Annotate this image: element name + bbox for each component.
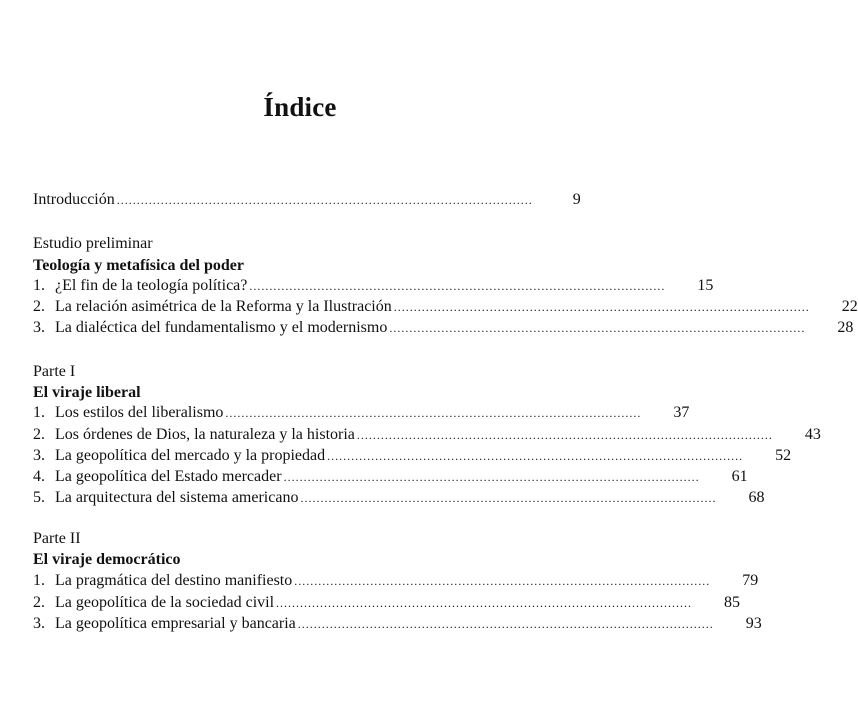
toc-entry-number: 1. — [33, 404, 45, 421]
toc-entry-label: La arquitectura del sistema americano — [55, 489, 299, 506]
toc-entry[interactable] — [33, 424, 821, 446]
toc-entry-label: Introducción — [33, 191, 115, 208]
toc-entry-label: La geopolítica de la sociedad civil — [55, 594, 275, 611]
toc-entry[interactable] — [33, 613, 762, 635]
dot-leader: ........................................................................................................ — [297, 617, 714, 631]
toc-page-number: 22 — [841, 298, 858, 315]
toc-entry-number: 3. — [33, 447, 45, 464]
dot-leader: ........................................................................................................ — [225, 406, 642, 420]
toc-entry[interactable] — [33, 570, 759, 592]
dot-leader: ........................................................................................................ — [294, 574, 711, 588]
toc-page-number: 79 — [742, 572, 759, 589]
toc-entry-label: Los estilos del liberalismo — [55, 404, 224, 421]
toc-entry-number: 1. — [33, 277, 45, 294]
dot-leader: ........................................................................................................ — [393, 300, 810, 314]
toc-entry-number: 3. — [33, 319, 45, 336]
toc-entry[interactable] — [33, 445, 792, 467]
toc-page-number: 43 — [804, 426, 821, 443]
dot-leader: ........................................................................................................ — [116, 193, 533, 207]
toc-entry[interactable] — [33, 487, 765, 509]
toc-entry-label: La relación asimétrica de la Reforma y la Ilustración — [55, 298, 392, 315]
section-part-label: Estudio preliminar — [33, 235, 153, 252]
toc-entry-number: 5. — [33, 489, 45, 506]
toc-entry[interactable] — [33, 402, 690, 424]
toc-entry[interactable] — [33, 317, 854, 339]
toc-entry[interactable] — [33, 296, 858, 318]
toc-entry-number: 2. — [33, 426, 45, 443]
section-part-label: Parte I — [33, 363, 76, 380]
dot-leader: ........................................................................................................ — [356, 428, 773, 442]
dot-leader: ........................................................................................................ — [249, 279, 666, 293]
toc-entry-label: ¿El fin de la teología política? — [55, 277, 248, 294]
dot-leader: ........................................................................................................ — [276, 596, 693, 610]
toc-entry-number: 2. — [33, 298, 45, 315]
toc-page-number: 93 — [745, 615, 762, 632]
toc-page-number: 61 — [731, 468, 748, 485]
page-title: Índice — [263, 92, 337, 122]
toc-entry-number: 1. — [33, 572, 45, 589]
toc-page-number: 9 — [572, 191, 581, 208]
toc-page-number: 52 — [775, 447, 792, 464]
toc-entry-number: 4. — [33, 468, 45, 485]
toc-entry[interactable] — [33, 275, 714, 297]
section-subtitle: El viraje liberal — [33, 384, 141, 401]
toc-entry-label: La geopolítica del Estado mercader — [55, 468, 282, 485]
toc-entry-number: 2. — [33, 594, 45, 611]
dot-leader: ........................................................................................................ — [389, 321, 806, 335]
section-subtitle: El viraje democrático — [33, 551, 181, 568]
toc-entry-label: La pragmática del destino manifiesto — [55, 572, 293, 589]
dot-leader: ........................................................................................................ — [283, 470, 700, 484]
toc-page-number: 68 — [748, 489, 765, 506]
toc-page-number: 15 — [697, 277, 714, 294]
dot-leader: ........................................................................................................ — [327, 449, 744, 463]
toc-entry-label: La dialéctica del fundamentalismo y el modernismo — [55, 319, 388, 336]
toc-entry[interactable] — [33, 592, 741, 614]
toc-entry-number: 3. — [33, 615, 45, 632]
toc-page-number: 37 — [673, 404, 690, 421]
toc-entry-label: Los órdenes de Dios, la naturaleza y la historia — [55, 426, 355, 443]
toc-entry[interactable] — [33, 466, 748, 488]
toc-page-number: 28 — [837, 319, 854, 336]
dot-leader: ........................................................................................................ — [300, 491, 717, 505]
toc-entry-label: La geopolítica empresarial y bancaria — [55, 615, 296, 632]
toc-entry-label: La geopolítica del mercado y la propiedad — [55, 447, 326, 464]
toc-page-number: 85 — [724, 594, 741, 611]
toc-entry-introduction[interactable] — [33, 189, 581, 211]
section-subtitle: Teología y metafísica del poder — [33, 257, 244, 274]
section-part-label: Parte II — [33, 530, 81, 547]
